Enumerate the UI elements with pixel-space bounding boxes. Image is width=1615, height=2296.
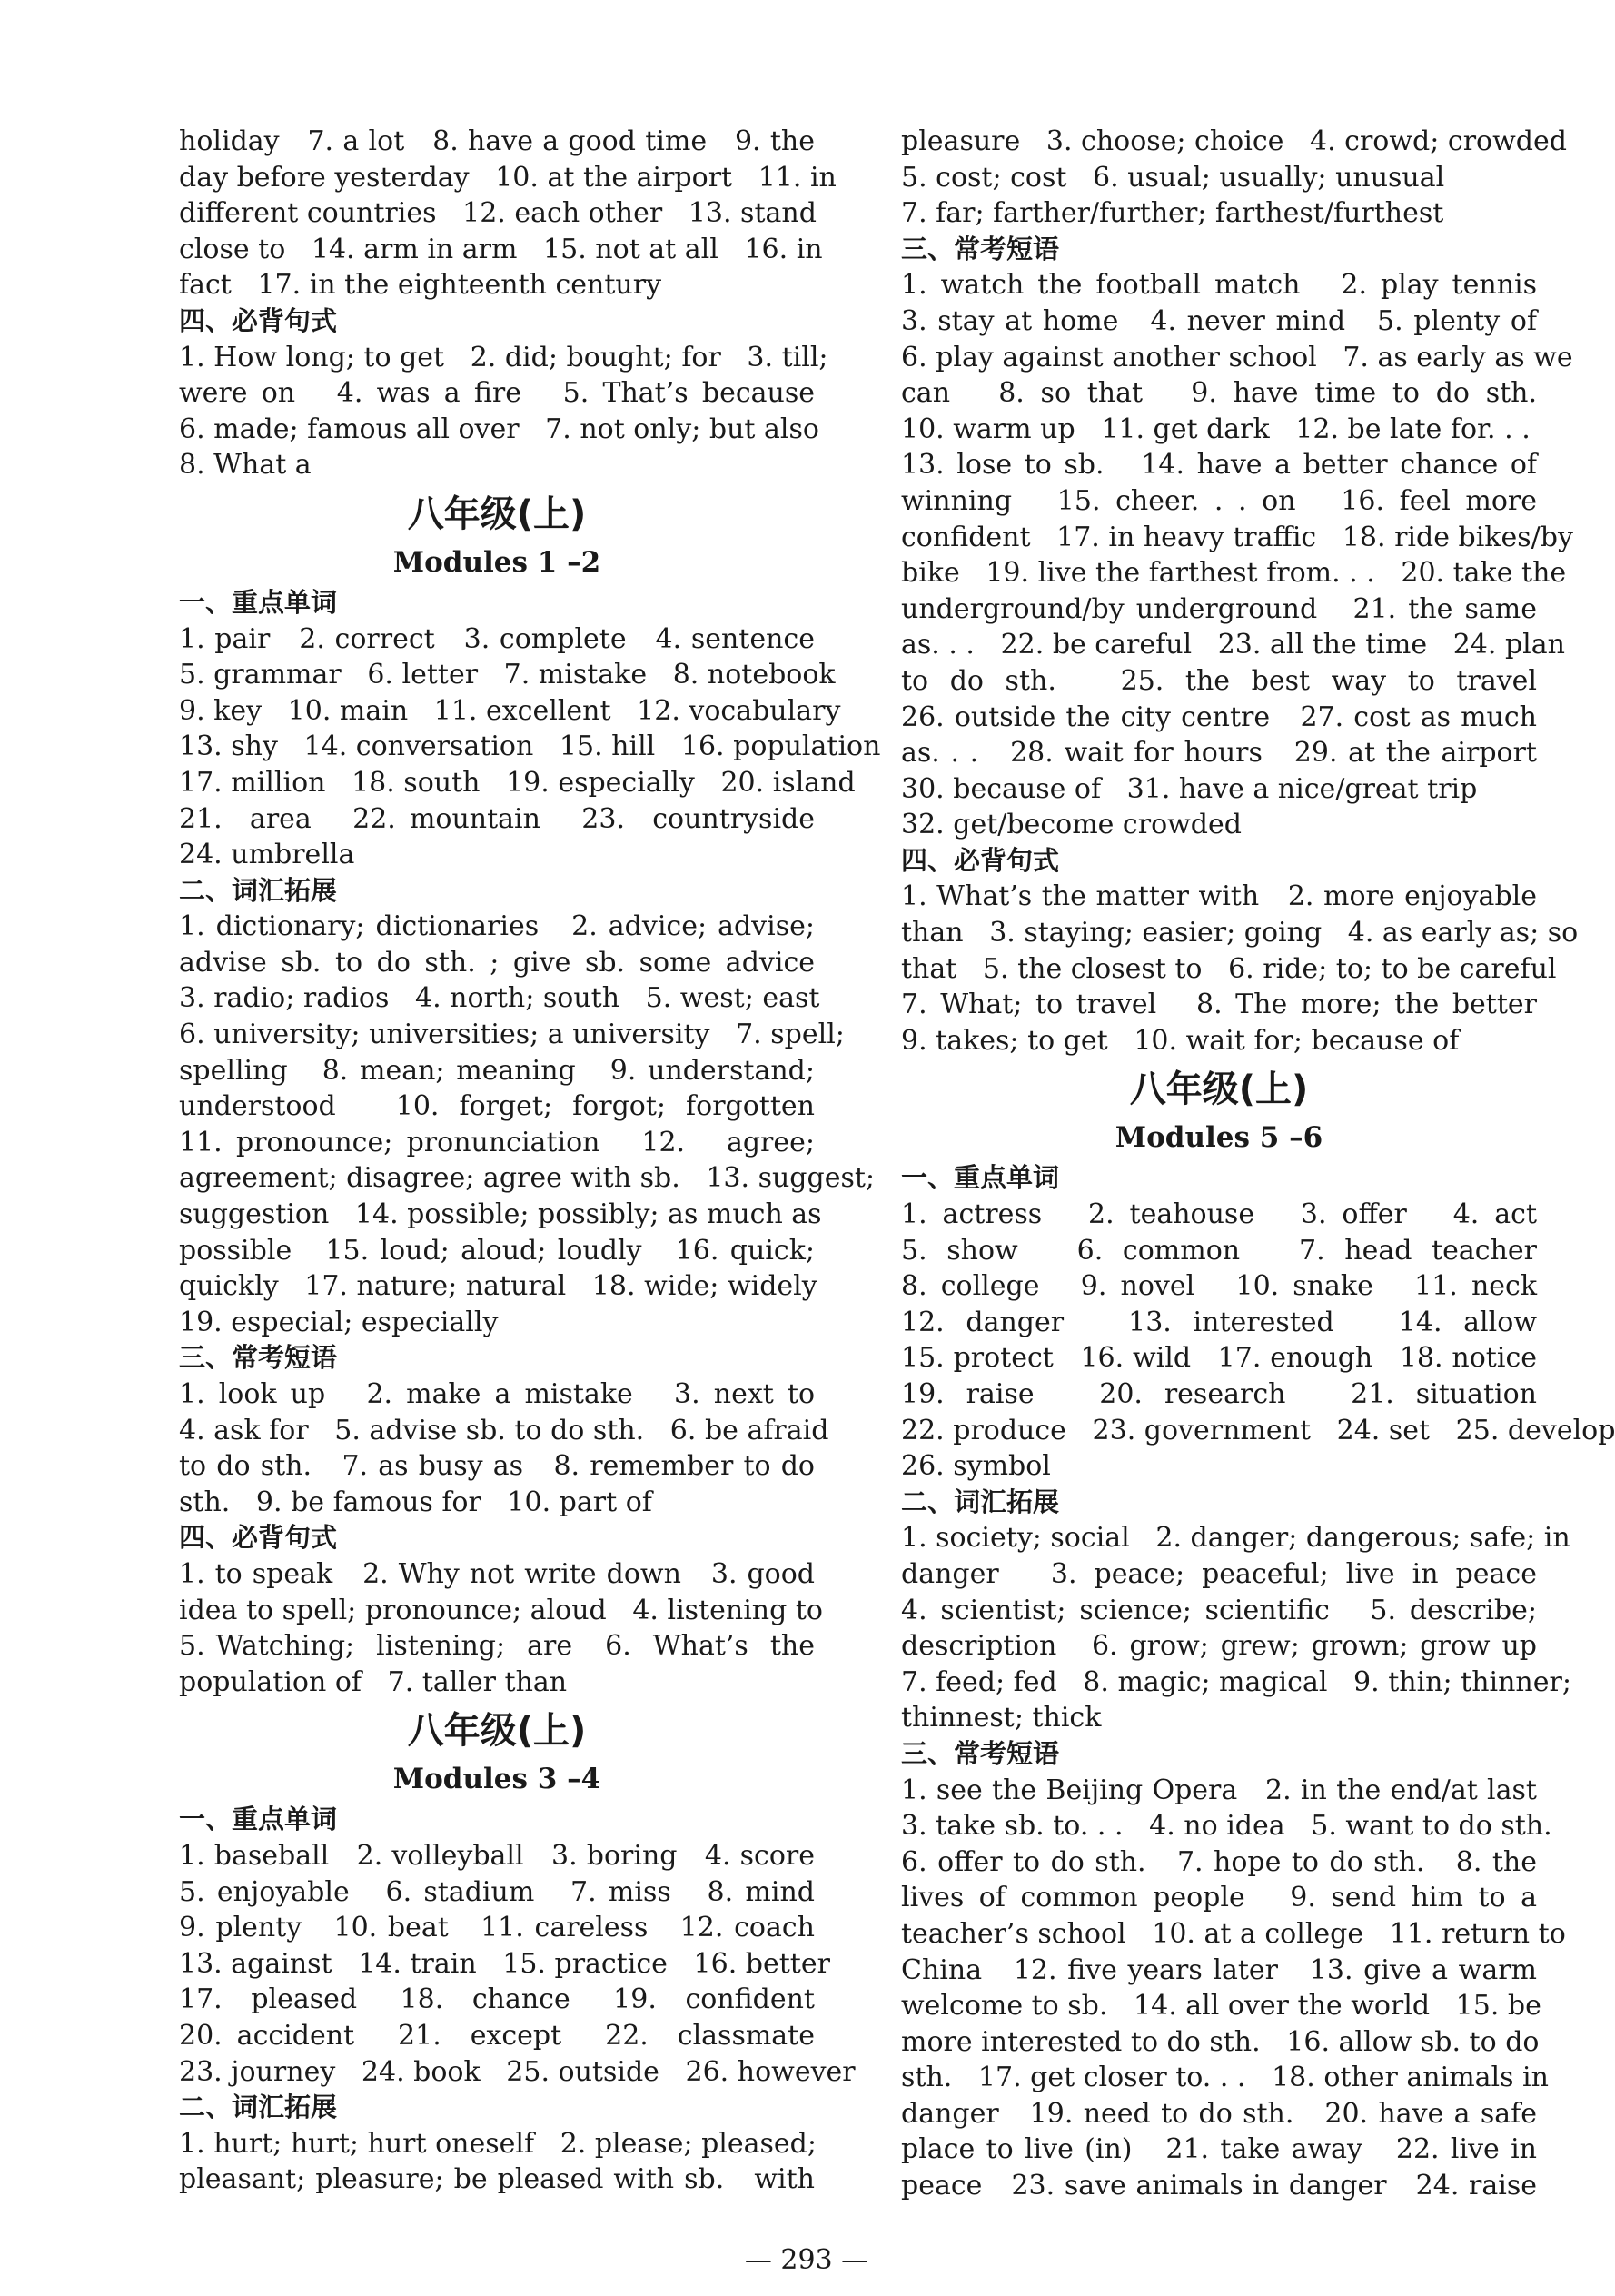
text-line: 20. accident 21. except 22. classmate — [179, 2019, 815, 2052]
text-line: bike 19. live the farthest from. . . 20. take the — [901, 557, 1567, 590]
text-line: holiday 7. a lot 8. have a good time 9. the — [179, 125, 815, 157]
text-line: advise sb. to do sth. ; give sb. some advice — [179, 946, 815, 979]
text-line: 9. takes; to get 10. wait for; because of — [901, 1024, 1460, 1057]
text-line: 21. area 22. mountain 23. countryside — [179, 802, 815, 835]
text-line: 1. society; social 2. danger; dangerous; safe; in — [901, 1522, 1570, 1555]
text-line: 5. cost; cost 6. usual; usually; unusual — [901, 161, 1445, 194]
text-line: 19. especial; especially — [179, 1306, 499, 1338]
text-line: 24. umbrella — [179, 839, 355, 871]
text-line: 7. feed; fed 8. magic; magical 9. thin; thinner; — [901, 1665, 1571, 1698]
text-line: 5. show 6. common 7. head teacher — [901, 1234, 1537, 1267]
text-line: welcome to sb. 14. all over the world 15. be — [901, 1990, 1541, 2023]
text-line: spelling 8. mean; meaning 9. understand; — [179, 1054, 815, 1087]
section-heading: 二、词汇拓展 — [179, 874, 338, 906]
text-line: 1. see the Beijing Opera 2. in the end/at last — [901, 1774, 1537, 1806]
text-line: close to 14. arm in arm 15. not at all 16. in — [179, 233, 823, 265]
modules-title: Modules 3 –4 — [392, 1763, 601, 1796]
text-line: pleasure 3. choose; choice 4. crowd; crowded — [901, 125, 1567, 157]
text-line: 4. scientist; science; scientific 5. describe; — [901, 1594, 1537, 1626]
text-line: 3. take sb. to. . . 4. no idea 5. want to do sth. — [901, 1810, 1552, 1843]
section-heading: 三、常考短语 — [901, 233, 1060, 264]
text-line: danger 3. peace; peaceful; live in peace — [901, 1557, 1537, 1590]
text-line: 26. outside the city centre 27. cost as much — [901, 701, 1537, 733]
left-column — [179, 124, 881, 2198]
text-line: 6. play against another school 7. as early as we — [901, 341, 1573, 373]
text-line: 15. protect 16. wild 17. enough 18. notice — [901, 1342, 1537, 1375]
text-line: 32. get/become crowded — [901, 809, 1242, 841]
text-line: 8. What a — [179, 449, 312, 482]
text-line: 11. pronounce; pronunciation 12. agree; — [179, 1126, 815, 1158]
text-line: population of 7. taller than — [179, 1665, 568, 1698]
text-line: 1. baseball 2. volleyball 3. boring 4. score — [179, 1839, 815, 1872]
modules-title: Modules 1 –2 — [392, 545, 601, 579]
section-heading: 二、词汇拓展 — [179, 2092, 338, 2123]
text-line: underground/by underground 21. the same — [901, 592, 1537, 625]
section-heading: 四、必背句式 — [901, 844, 1060, 876]
grade-title: 八年级(上) — [407, 1710, 587, 1753]
section-heading: 一、重点单词 — [179, 586, 338, 618]
text-line: more interested to do sth. 16. allow sb. to do — [901, 2025, 1540, 2058]
text-line: 1. dictionary; dictionaries 2. advice; advise; — [179, 910, 815, 943]
text-line: 7. far; farther/further; farthest/furthest — [901, 197, 1444, 230]
section-heading: 一、重点单词 — [179, 1804, 338, 1835]
page-number: — 293 — — [744, 2244, 869, 2276]
text-line: than 3. staying; easier; going 4. as early as; so — [901, 917, 1579, 949]
text-line: can 8. so that 9. have time to do sth. — [901, 377, 1537, 410]
text-line: 1. What’s the matter with 2. more enjoyable — [901, 880, 1537, 913]
text-line: description 6. grow; grew; grown; grow up — [901, 1630, 1537, 1663]
text-line: 13. shy 14. conversation 15. hill 16. population — [179, 731, 881, 763]
text-line: 13. lose to sb. 14. have a better chance of — [901, 449, 1537, 482]
text-line: 1. hurt; hurt; hurt oneself 2. please; pleased; — [179, 2127, 817, 2160]
text-line: 3. radio; radios 4. north; south 5. west; east — [179, 982, 820, 1015]
text-line: 17. million 18. south 19. especially 20. island — [179, 766, 856, 799]
section-heading: 四、必背句式 — [179, 1522, 338, 1554]
right-column — [901, 124, 1615, 2204]
text-line: 4. ask for 5. advise sb. to do sth. 6. be afraid — [179, 1414, 829, 1446]
text-line: 1. to speak 2. Why not write down 3. good — [179, 1557, 815, 1590]
text-line: confident 17. in heavy traffic 18. ride bikes/by — [901, 521, 1573, 553]
text-line: sth. 17. get closer to. . . 18. other animals in — [901, 2062, 1549, 2094]
text-line: 12. danger 13. interested 14. allow — [901, 1306, 1537, 1338]
text-line: were on 4. was a fire 5. That’s because — [179, 377, 815, 410]
text-line: 6. university; universities; a university 7. spell; — [179, 1019, 845, 1051]
section-heading: 一、重点单词 — [901, 1162, 1060, 1194]
text-line: 10. warm up 11. get dark 12. be late for. . . — [901, 412, 1531, 445]
text-line: 6. made; famous all over 7. not only; but also — [179, 412, 819, 445]
text-line: 9. key 10. main 11. excellent 12. vocabulary — [179, 694, 841, 727]
text-line: 1. look up 2. make a mistake 3. next to — [179, 1378, 815, 1410]
section-heading: 四、必背句式 — [179, 304, 338, 336]
text-line: 1. watch the football match 2. play tennis — [901, 269, 1537, 302]
text-line: 19. raise 20. research 21. situation — [901, 1378, 1537, 1410]
text-line: 23. journey 24. book 25. outside 26. however — [179, 2055, 856, 2088]
text-line: 22. produce 23. government 24. set 25. develop — [901, 1414, 1615, 1446]
section-heading: 三、常考短语 — [179, 1342, 338, 1374]
text-line: thinnest; thick — [901, 1702, 1102, 1734]
grade-title: 八年级(上) — [407, 492, 587, 535]
text-line: understood 10. forget; forgot; forgotten — [179, 1090, 815, 1123]
grade-title: 八年级(上) — [1129, 1068, 1309, 1111]
text-line: idea to spell; pronounce; aloud 4. listening to — [179, 1594, 823, 1626]
text-line: day before yesterday 10. at the airport 11. in — [179, 161, 837, 194]
text-line: agreement; disagree; agree with sb. 13. suggest; — [179, 1162, 876, 1195]
modules-title: Modules 5 –6 — [1115, 1121, 1323, 1155]
text-line: quickly 17. nature; natural 18. wide; widely — [179, 1270, 817, 1303]
text-line: as. . . 22. be careful 23. all the time 24. plan — [901, 629, 1565, 661]
text-line: danger 19. need to do sth. 20. have a safe — [901, 2097, 1537, 2130]
text-line: 1. How long; to get 2. did; bought; for 3. till; — [179, 341, 828, 373]
text-line: 3. stay at home 4. never mind 5. plenty of — [901, 304, 1537, 337]
text-line: different countries 12. each other 13. stand — [179, 197, 817, 230]
text-line: winning 15. cheer. . . on 16. feel more — [901, 484, 1537, 517]
text-line: fact 17. in the eighteenth century — [179, 269, 662, 302]
text-line: that 5. the closest to 6. ride; to; to be careful — [901, 952, 1557, 985]
text-line: place to live (in) 21. take away 22. live in — [901, 2133, 1537, 2166]
text-line: 1. actress 2. teahouse 3. offer 4. act — [901, 1198, 1537, 1231]
text-line: 30. because of 31. have a nice/great trip — [901, 772, 1478, 805]
text-line: 5. grammar 6. letter 7. mistake 8. notebook — [179, 659, 836, 691]
text-line: 13. against 14. train 15. practice 16. better — [179, 1947, 830, 1980]
text-line: 26. symbol — [901, 1450, 1051, 1483]
section-heading: 二、词汇拓展 — [901, 1486, 1060, 1517]
text-line: pleasant; pleasure; be pleased with sb. with — [179, 2163, 815, 2196]
text-line: China 12. five years later 13. give a warm — [901, 1953, 1537, 1986]
text-line: suggestion 14. possible; possibly; as much as — [179, 1198, 822, 1231]
text-line: peace 23. save animals in danger 24. raise — [901, 2170, 1537, 2202]
text-line: 6. offer to do sth. 7. hope to do sth. 8. the — [901, 1845, 1537, 1878]
text-line: 5. enjoyable 6. stadium 7. miss 8. mind — [179, 1875, 815, 1908]
text-line: possible 15. loud; aloud; loudly 16. quick; — [179, 1234, 815, 1267]
text-line: 5. Watching; listening; are 6. What’s the — [179, 1630, 815, 1663]
text-line: lives of common people 9. send him to a — [901, 1882, 1537, 1914]
text-line: sth. 9. be famous for 10. part of — [179, 1486, 652, 1518]
text-line: 17. pleased 18. chance 19. confident — [179, 1983, 815, 2016]
text-line: 7. What; to travel 8. The more; the better — [901, 989, 1537, 1021]
text-line: teacher’s school 10. at a college 11. return to — [901, 1917, 1566, 1950]
text-line: to do sth. 25. the best way to travel — [901, 664, 1537, 697]
text-line: to do sth. 7. as busy as 8. remember to do — [179, 1450, 815, 1483]
text-line: 9. plenty 10. beat 11. careless 12. coach — [179, 1912, 815, 1944]
text-line: as. . . 28. wait for hours 29. at the airport — [901, 737, 1537, 770]
text-line: 8. college 9. novel 10. snake 11. neck — [901, 1270, 1537, 1303]
section-heading: 三、常考短语 — [901, 1737, 1060, 1769]
text-line: 1. pair 2. correct 3. complete 4. sentence — [179, 622, 815, 655]
